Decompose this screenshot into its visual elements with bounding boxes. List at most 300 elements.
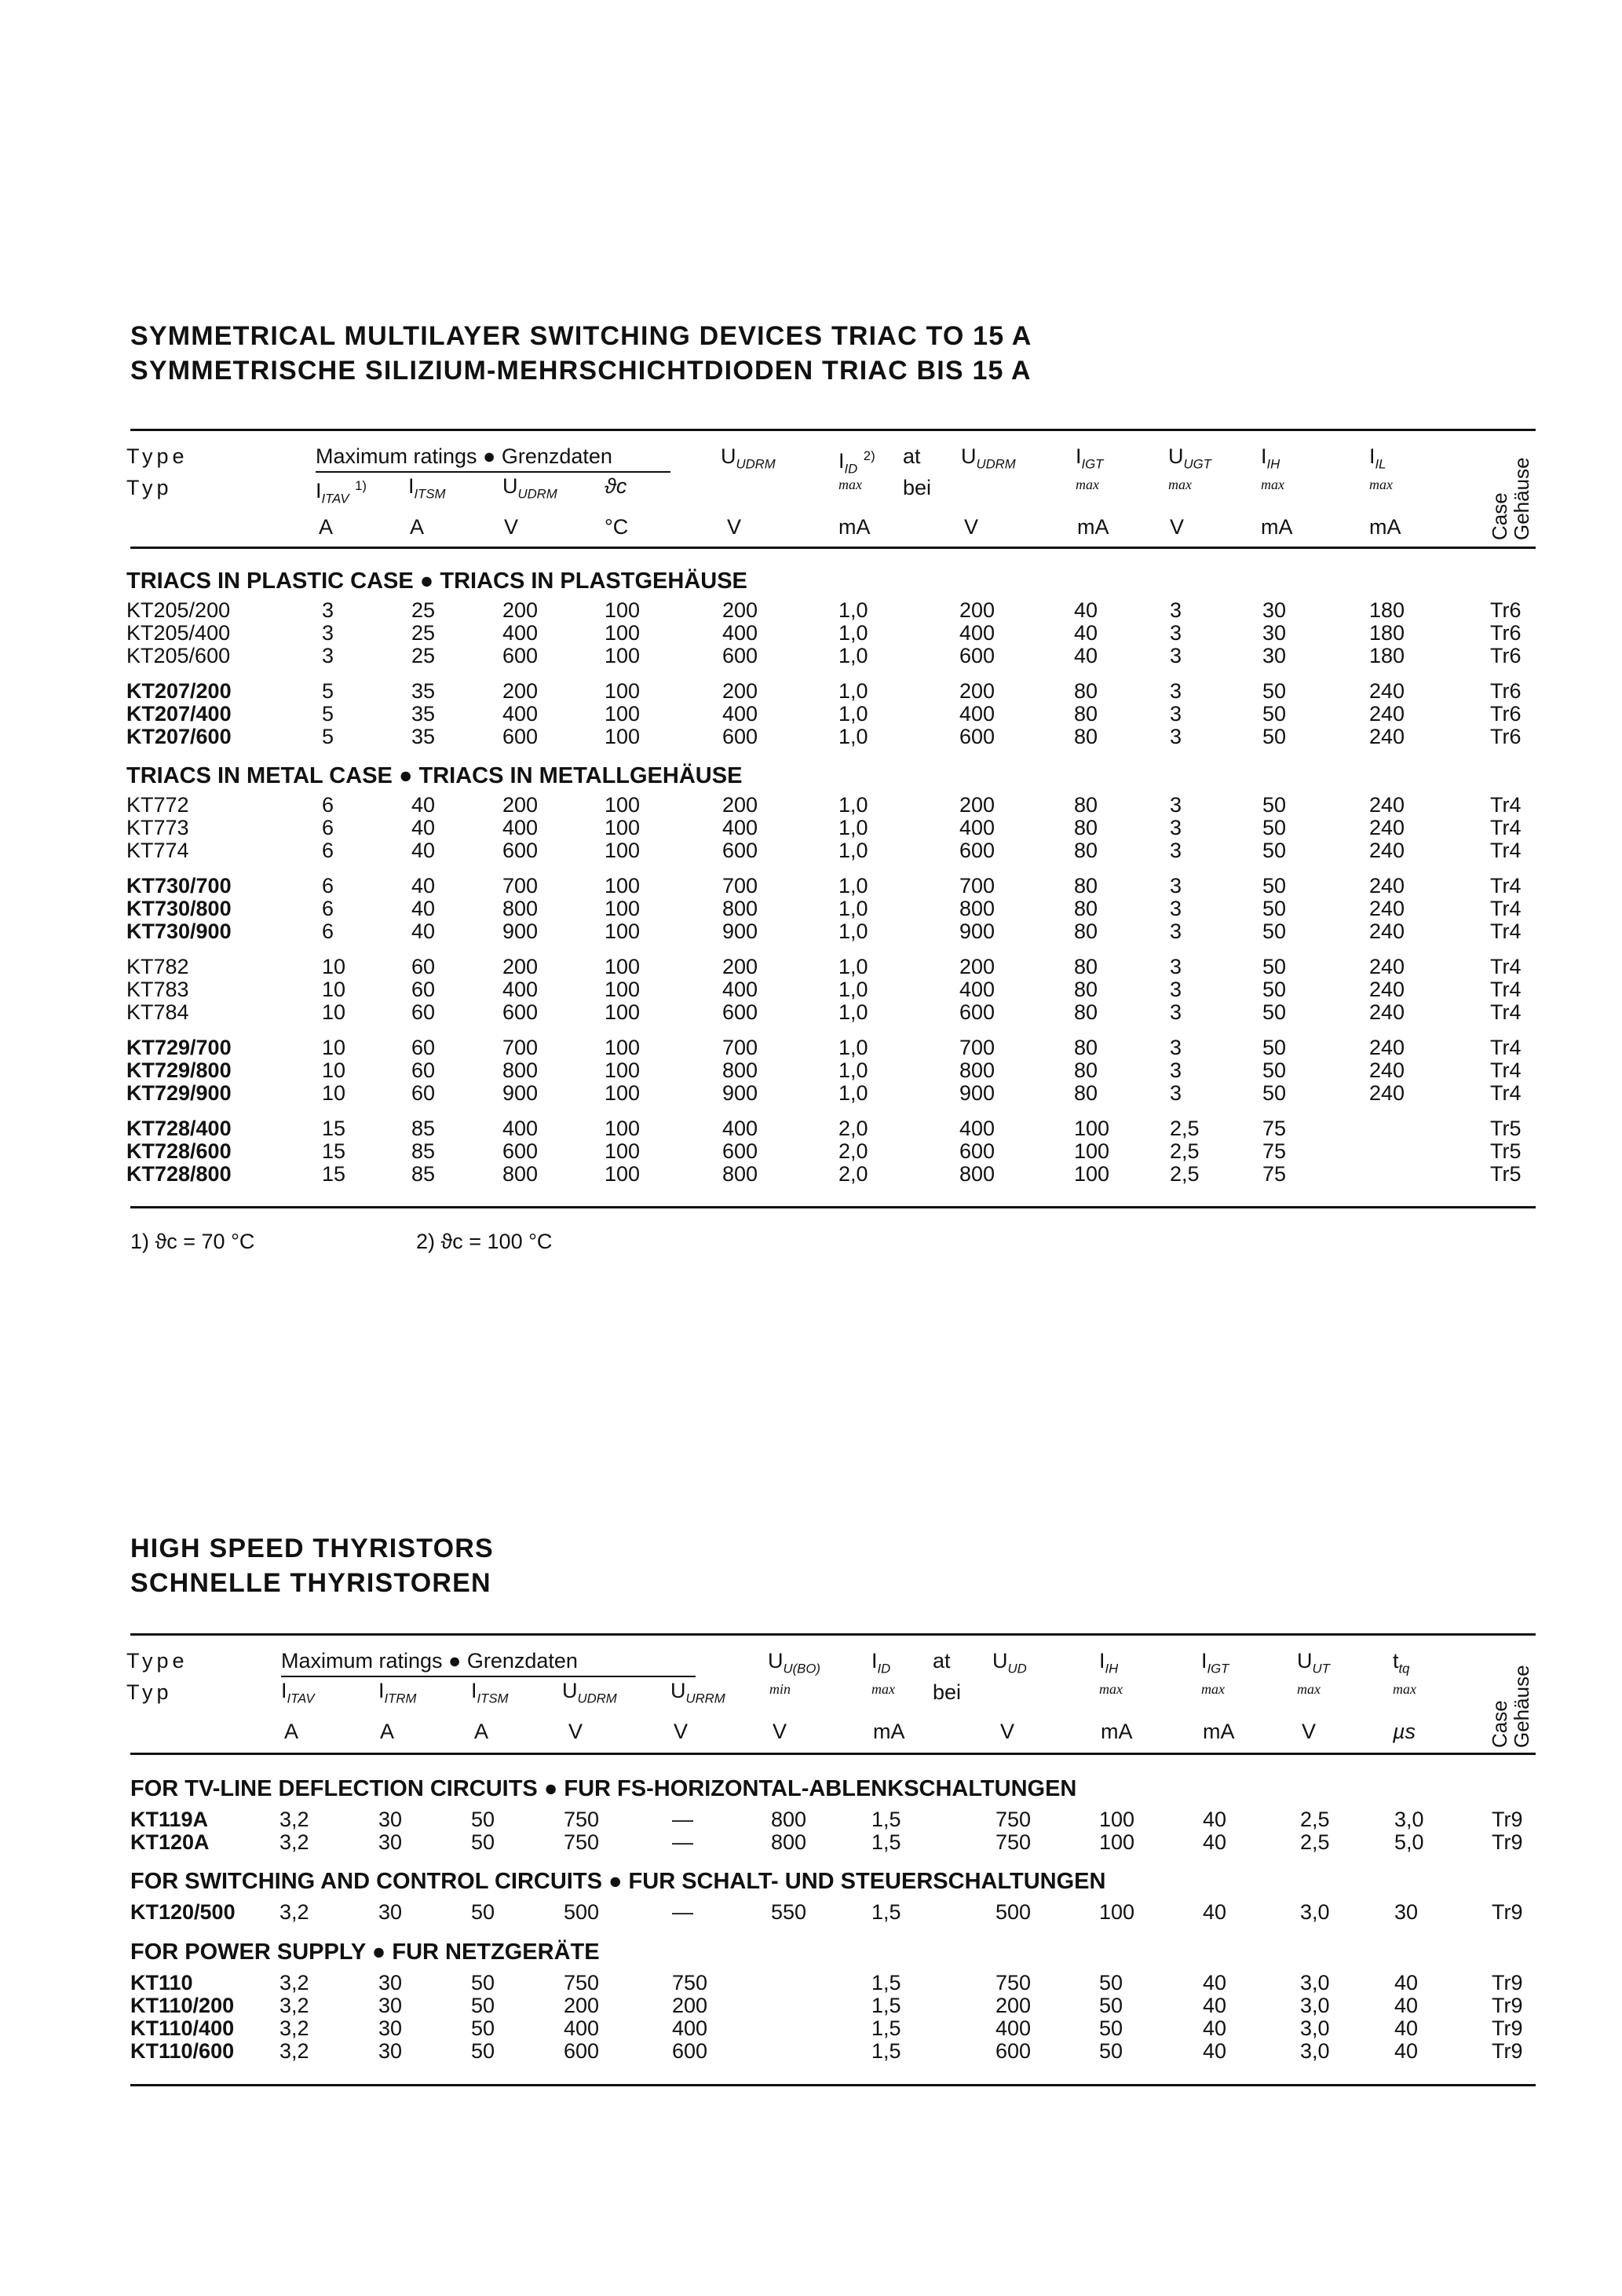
cell-tq: 40 <box>1394 2039 1419 2063</box>
cell-type: KT774 <box>126 839 189 862</box>
cell-ut: 3,0 <box>1300 1900 1330 1924</box>
cell-itsm: 40 <box>411 897 436 920</box>
cell-udrm2: 200 <box>722 955 758 978</box>
cell-id: 1,0 <box>838 874 868 898</box>
cell-itrm: 30 <box>378 2039 403 2063</box>
cell-id: 1,0 <box>838 793 868 817</box>
cell-ugt: 3 <box>1170 816 1182 839</box>
footnote-2: 2) ϑc = 100 °C <box>416 1230 553 1253</box>
cell-case: Tr4 <box>1490 1058 1522 1082</box>
cell-ugt: 3 <box>1170 621 1182 645</box>
cell-igt: 80 <box>1074 919 1098 943</box>
cell-tq: 30 <box>1394 1900 1419 1924</box>
cell-case: Tr9 <box>1492 1830 1523 1854</box>
cell-type: KT728/800 <box>126 1162 232 1186</box>
cell-theta: 100 <box>605 793 641 817</box>
cell-itsm: 50 <box>471 1900 495 1924</box>
itrm-header: $I_{ITRM}$ <box>378 1679 417 1706</box>
cell-ud: 750 <box>995 1971 1032 1994</box>
gehaeuse-header: Gehäuse <box>1510 457 1533 540</box>
cell-id: 2,0 <box>838 1117 868 1140</box>
cell-ih: 50 <box>1262 897 1287 920</box>
urrm-symbol: URRM <box>685 1691 725 1706</box>
typ-label-2: Typ <box>126 1680 173 1704</box>
unit2-ubo: V <box>773 1720 787 1743</box>
unit2-itrm: A <box>380 1720 395 1743</box>
cell-theta: 100 <box>605 725 641 748</box>
unit2-id: mA <box>873 1720 905 1743</box>
cell-il: 240 <box>1369 978 1405 1001</box>
cell-itav: 6 <box>322 816 334 839</box>
il-symbol: IL <box>1375 456 1386 472</box>
cell-il: 240 <box>1369 839 1405 862</box>
unit-igt: mA <box>1077 515 1109 539</box>
cell-theta: 100 <box>605 978 641 1001</box>
max-ratings-underline <box>316 471 670 473</box>
cell-ih: 50 <box>1262 816 1287 839</box>
typ-label: Typ <box>126 476 173 499</box>
cell-igt: 80 <box>1074 1036 1098 1059</box>
cell-ugt: 3 <box>1170 725 1182 748</box>
cell-ih: 50 <box>1262 1058 1287 1082</box>
cell-igt: 40 <box>1203 1994 1227 2017</box>
cell-type: KT110/600 <box>130 2039 235 2063</box>
cell-il: 240 <box>1369 725 1405 748</box>
cell-id: 1,0 <box>838 816 868 839</box>
cell-il: 240 <box>1369 816 1405 839</box>
cell-itsm: 60 <box>411 1081 436 1105</box>
unit-ih: mA <box>1261 515 1293 539</box>
igt-symbol-2: IGT <box>1207 1661 1229 1676</box>
udrm3-symbol: UDRM <box>976 456 1016 472</box>
cell-udrm3: 800 <box>959 897 995 920</box>
cell-udrm3: 400 <box>959 702 995 726</box>
cell-udrm: 800 <box>502 897 539 920</box>
tq-max: max <box>1393 1681 1416 1697</box>
cell-urrm: 400 <box>672 2016 708 2040</box>
cell-ih: 30 <box>1262 598 1287 622</box>
cell-il: 240 <box>1369 874 1405 898</box>
cell-type: KT783 <box>126 978 189 1001</box>
unit2-udrm: V <box>568 1720 583 1743</box>
cell-itsm: 35 <box>411 679 436 703</box>
cell-ih: 50 <box>1099 2016 1123 2040</box>
cell-igt: 80 <box>1074 793 1098 817</box>
cell-ugt: 3 <box>1170 1000 1182 1024</box>
cell-type: KT782 <box>126 955 189 978</box>
urrm-header: $U_{URRM}$ <box>670 1679 725 1706</box>
cell-case: Tr5 <box>1490 1139 1522 1163</box>
cell-il: 240 <box>1369 1000 1405 1024</box>
cell-id: 1,0 <box>838 1058 868 1082</box>
cell-type: KT207/200 <box>126 679 232 703</box>
cell-il: 240 <box>1369 955 1405 978</box>
cell-theta: 100 <box>605 919 641 943</box>
cell-igt: 40 <box>1074 598 1098 622</box>
cell-id: 1,5 <box>871 1808 901 1831</box>
cell-ud: 750 <box>995 1830 1032 1854</box>
cell-ih: 50 <box>1262 1081 1287 1105</box>
cell-itav: 6 <box>322 919 334 943</box>
max-ratings-underline-2 <box>281 1676 696 1677</box>
cell-il: 240 <box>1369 1058 1405 1082</box>
cell-type: KT728/400 <box>126 1117 232 1140</box>
cell-udrm3: 600 <box>959 1139 995 1163</box>
cell-id: 2,0 <box>838 1139 868 1163</box>
unit-ugt: V <box>1170 515 1185 539</box>
igt-symbol: IGT <box>1081 456 1104 472</box>
bei-label: bei <box>903 476 932 499</box>
cell-itav: 15 <box>322 1117 346 1140</box>
cell-udrm: 800 <box>502 1162 539 1186</box>
cell-itsm: 50 <box>471 1994 495 2017</box>
cell-ugt: 3 <box>1170 897 1182 920</box>
cell-ud: 400 <box>995 2016 1032 2040</box>
cell-il: 240 <box>1369 897 1405 920</box>
cell-udrm2: 400 <box>722 621 758 645</box>
cell-id: 1,5 <box>871 1830 901 1854</box>
cell-il: 240 <box>1369 679 1405 703</box>
cell-id: 1,5 <box>871 2016 901 2040</box>
cell-ud: 750 <box>995 1808 1032 1831</box>
cell-igt: 80 <box>1074 816 1098 839</box>
section-label: FOR TV-LINE DEFLECTION CIRCUITS ● FUR FS-HORIZONTAL-ABLENKSCHALTUNGEN <box>130 1776 1077 1801</box>
cell-ubo: 800 <box>771 1830 807 1854</box>
cell-itav: 3,2 <box>279 1994 309 2017</box>
cell-udrm3: 400 <box>959 978 995 1001</box>
cell-itav: 10 <box>322 1000 346 1024</box>
cell-udrm2: 800 <box>722 1058 758 1082</box>
cell-theta: 100 <box>605 1081 641 1105</box>
cell-itsm: 35 <box>411 725 436 748</box>
cell-itsm: 85 <box>411 1162 436 1186</box>
cell-case: Tr9 <box>1492 2016 1523 2040</box>
cell-ut: 3,0 <box>1300 2016 1330 2040</box>
cell-itav: 5 <box>322 725 334 748</box>
thyristor-header-rule <box>130 1753 1536 1755</box>
cell-id: 1,0 <box>838 978 868 1001</box>
cell-id: 1,0 <box>838 679 868 703</box>
cell-case: Tr4 <box>1490 839 1522 862</box>
cell-case: Tr9 <box>1492 1900 1523 1924</box>
cell-igt: 100 <box>1074 1117 1110 1140</box>
ih-symbol: IH <box>1266 456 1280 472</box>
cell-theta: 100 <box>605 621 641 645</box>
cell-ugt: 3 <box>1170 679 1182 703</box>
cell-igt: 80 <box>1074 679 1098 703</box>
id-header-2: $I_{ID}$ <box>871 1649 891 1676</box>
cell-case: Tr9 <box>1492 1971 1523 1994</box>
cell-udrm: 600 <box>502 839 539 862</box>
cell-case: Tr4 <box>1490 955 1522 978</box>
cell-type: KT110 <box>130 1971 193 1994</box>
cell-itav: 6 <box>322 874 334 898</box>
cell-udrm: 750 <box>564 1830 600 1854</box>
cell-igt: 80 <box>1074 955 1098 978</box>
cell-ih: 50 <box>1262 978 1287 1001</box>
id-header: $I_{ID}$ $^{2)}$ <box>838 448 875 477</box>
cell-il: 180 <box>1369 621 1405 645</box>
triac-title-en: SYMMETRICAL MULTILAYER SWITCHING DEVICES TRIAC TO 15 A <box>130 321 1032 351</box>
footnote-1: 1) ϑc = 70 °C <box>130 1230 255 1253</box>
cell-ih: 50 <box>1099 1971 1123 1994</box>
cell-udrm2: 800 <box>722 1162 758 1186</box>
type-label: Type <box>126 444 188 468</box>
cell-ugt: 3 <box>1170 978 1182 1001</box>
unit-udrm2: V <box>727 515 742 539</box>
id-symbol: ID <box>844 461 858 477</box>
cell-tq: 3,0 <box>1394 1808 1424 1831</box>
cell-igt: 80 <box>1074 839 1098 862</box>
cell-theta: 100 <box>605 1058 641 1082</box>
cell-type: KT207/600 <box>126 725 232 748</box>
cell-itav: 3 <box>322 598 334 622</box>
cell-id: 2,0 <box>838 1162 868 1186</box>
cell-udrm2: 400 <box>722 1117 758 1140</box>
cell-udrm3: 600 <box>959 644 995 667</box>
max-ratings-label: Maximum ratings ● Grenzdaten <box>316 444 612 468</box>
cell-id: 1,5 <box>871 2039 901 2063</box>
cell-udrm2: 200 <box>722 679 758 703</box>
triac-header-rule <box>130 547 1536 549</box>
ut-symbol: UT <box>1312 1661 1330 1676</box>
cell-udrm2: 400 <box>722 978 758 1001</box>
cell-udrm3: 800 <box>959 1162 995 1186</box>
unit2-ut: V <box>1302 1720 1317 1743</box>
cell-igt: 40 <box>1203 1830 1227 1854</box>
cell-theta: 100 <box>605 1000 641 1024</box>
cell-udrm: 200 <box>502 955 539 978</box>
cell-igt: 40 <box>1203 1900 1227 1924</box>
cell-case: Tr4 <box>1490 874 1522 898</box>
cell-udrm: 600 <box>502 644 539 667</box>
cell-id: 1,0 <box>838 839 868 862</box>
cell-udrm3: 400 <box>959 816 995 839</box>
cell-theta: 100 <box>605 816 641 839</box>
cell-case: Tr4 <box>1490 919 1522 943</box>
cell-type: KT110/400 <box>130 2016 235 2040</box>
cell-itsm: 40 <box>411 793 436 817</box>
id-note: 2) <box>863 448 875 463</box>
cell-udrm3: 700 <box>959 1036 995 1059</box>
cell-igt: 100 <box>1074 1162 1110 1186</box>
cell-udrm3: 400 <box>959 621 995 645</box>
cell-itsm: 60 <box>411 1058 436 1082</box>
id-symbol-2: ID <box>877 1661 891 1676</box>
cell-udrm3: 200 <box>959 955 995 978</box>
cell-udrm3: 600 <box>959 1000 995 1024</box>
itrm-symbol: ITRM <box>384 1691 417 1706</box>
cell-itav: 3,2 <box>279 2039 309 2063</box>
cell-ud: 600 <box>995 2039 1032 2063</box>
cell-id: 1,0 <box>838 955 868 978</box>
cell-itav: 3 <box>322 644 334 667</box>
cell-type: KT205/400 <box>126 621 231 645</box>
cell-id: 1,0 <box>838 919 868 943</box>
ud-header: $U_{UD}$ <box>992 1649 1027 1676</box>
cell-ugt: 3 <box>1170 598 1182 622</box>
cell-case: Tr9 <box>1492 1808 1523 1831</box>
cell-itrm: 30 <box>378 1900 403 1924</box>
cell-id: 1,5 <box>871 1971 901 1994</box>
cell-udrm: 200 <box>502 679 539 703</box>
cell-ugt: 3 <box>1170 955 1182 978</box>
at-label: at <box>903 444 921 468</box>
cell-id: 1,5 <box>871 1900 901 1924</box>
cell-itsm: 40 <box>411 839 436 862</box>
cell-type: KT207/400 <box>126 702 232 726</box>
cell-udrm: 500 <box>564 1900 600 1924</box>
cell-itsm: 25 <box>411 598 436 622</box>
udrm2-symbol: UDRM <box>736 456 776 472</box>
cell-il: 240 <box>1369 702 1405 726</box>
cell-udrm: 400 <box>502 702 539 726</box>
cell-case: Tr5 <box>1490 1162 1522 1186</box>
cell-udrm3: 900 <box>959 1081 995 1105</box>
cell-type: KT205/200 <box>126 598 231 622</box>
cell-udrm3: 200 <box>959 598 995 622</box>
cell-igt: 40 <box>1203 1971 1227 1994</box>
cell-udrm: 400 <box>564 2016 600 2040</box>
tq-symbol: tq <box>1398 1661 1410 1676</box>
itsm-header-2: $I_{ITSM}$ <box>471 1679 509 1706</box>
cell-itrm: 30 <box>378 1830 403 1854</box>
cell-ut: 3,0 <box>1300 1994 1330 2017</box>
cell-il: 180 <box>1369 644 1405 667</box>
cell-itsm: 85 <box>411 1117 436 1140</box>
il-max: max <box>1369 477 1393 492</box>
igt-header: $I_{IGT}$ <box>1076 444 1104 472</box>
tq-header: $t_{tq}$ <box>1393 1649 1410 1676</box>
cell-type: KT205/600 <box>126 644 231 667</box>
cell-udrm: 700 <box>502 874 539 898</box>
udrm-header-2: $U_{UDRM}$ <box>562 1679 617 1706</box>
ubo-symbol: U(BO) <box>783 1661 820 1676</box>
cell-case: Tr4 <box>1490 1036 1522 1059</box>
cell-type: KT729/900 <box>126 1081 232 1105</box>
cell-itav: 10 <box>322 978 346 1001</box>
cell-id: 1,0 <box>838 644 868 667</box>
cell-igt: 80 <box>1074 702 1098 726</box>
il-header: $I_{IL}$ <box>1369 444 1386 472</box>
cell-itav: 15 <box>322 1139 346 1163</box>
cell-case: Tr9 <box>1492 2039 1523 2063</box>
cell-ugt: 3 <box>1170 1081 1182 1105</box>
cell-udrm2: 600 <box>722 839 758 862</box>
udrm3-header: $U_{UDRM}$ <box>961 444 1016 472</box>
cell-udrm: 200 <box>564 1994 600 2017</box>
cell-igt: 80 <box>1074 1058 1098 1082</box>
cell-udrm3: 200 <box>959 679 995 703</box>
triac-table-top-rule <box>130 429 1536 431</box>
cell-id: 1,0 <box>838 1036 868 1059</box>
cell-type: KT730/900 <box>126 919 232 943</box>
cell-udrm: 400 <box>502 621 539 645</box>
cell-itav: 10 <box>322 1081 346 1105</box>
udrm-symbol: UDRM <box>517 486 557 502</box>
cell-type: KT729/800 <box>126 1058 232 1082</box>
cell-udrm: 600 <box>564 2039 600 2063</box>
unit-theta: °C <box>605 515 629 539</box>
cell-ih: 100 <box>1099 1900 1135 1924</box>
unit2-urrm: V <box>674 1720 689 1743</box>
cell-udrm: 800 <box>502 1058 539 1082</box>
cell-itsm: 35 <box>411 702 436 726</box>
cell-urrm: — <box>672 1900 693 1924</box>
cell-id: 1,5 <box>871 1994 901 2017</box>
type-label-2: Type <box>126 1649 188 1673</box>
itav-header: $I_{ITAV}$ $^{1)}$ <box>316 478 367 506</box>
cell-itav: 6 <box>322 897 334 920</box>
cell-type: KT730/700 <box>126 874 232 898</box>
cell-udrm: 700 <box>502 1036 539 1059</box>
cell-case: Tr4 <box>1490 897 1522 920</box>
cell-igt: 100 <box>1074 1139 1110 1163</box>
cell-udrm: 400 <box>502 978 539 1001</box>
cell-ih: 75 <box>1262 1117 1287 1140</box>
theta-header: ϑc <box>605 474 627 498</box>
unit-il: mA <box>1369 515 1401 539</box>
cell-theta: 100 <box>605 897 641 920</box>
cell-itav: 10 <box>322 1058 346 1082</box>
cell-tq: 5,0 <box>1394 1830 1424 1854</box>
cell-udrm2: 600 <box>722 725 758 748</box>
cell-udrm2: 600 <box>722 1139 758 1163</box>
thyristor-title-en: HIGH SPEED THYRISTORS <box>130 1534 494 1563</box>
cell-itav: 6 <box>322 793 334 817</box>
cell-igt: 80 <box>1074 1081 1098 1105</box>
cell-theta: 100 <box>605 644 641 667</box>
cell-itsm: 85 <box>411 1139 436 1163</box>
cell-theta: 100 <box>605 1162 641 1186</box>
cell-udrm2: 400 <box>722 816 758 839</box>
cell-case: Tr6 <box>1490 644 1522 667</box>
cell-itsm: 25 <box>411 621 436 645</box>
cell-igt: 40 <box>1203 2039 1227 2063</box>
cell-udrm3: 200 <box>959 793 995 817</box>
cell-udrm3: 800 <box>959 1058 995 1082</box>
cell-ih: 50 <box>1099 1994 1123 2017</box>
cell-id: 1,0 <box>838 725 868 748</box>
cell-udrm2: 900 <box>722 1081 758 1105</box>
section-label: FOR POWER SUPPLY ● FUR NETZGERÄTE <box>130 1940 600 1965</box>
cell-il: 180 <box>1369 598 1405 622</box>
cell-case: Tr6 <box>1490 679 1522 703</box>
cell-case: Tr4 <box>1490 1000 1522 1024</box>
cell-udrm: 900 <box>502 1081 539 1105</box>
cell-igt: 40 <box>1074 621 1098 645</box>
cell-id: 1,0 <box>838 621 868 645</box>
id-max: max <box>838 477 862 492</box>
unit2-igt: mA <box>1203 1720 1235 1743</box>
thyristor-title-de: SCHNELLE THYRISTOREN <box>130 1568 491 1598</box>
udrm-header: $U_{UDRM}$ <box>502 474 557 502</box>
case-header: Case <box>1488 492 1511 540</box>
cell-udrm2: 700 <box>722 1036 758 1059</box>
itsm-header: $I_{ITSM}$ <box>408 474 446 502</box>
cell-ugt: 2,5 <box>1170 1117 1200 1140</box>
cell-udrm: 400 <box>502 1117 539 1140</box>
unit-udrm3: V <box>964 515 979 539</box>
cell-theta: 100 <box>605 679 641 703</box>
cell-udrm3: 600 <box>959 725 995 748</box>
cell-udrm: 600 <box>502 1000 539 1024</box>
cell-ih: 30 <box>1262 644 1287 667</box>
cell-ugt: 3 <box>1170 874 1182 898</box>
cell-udrm: 750 <box>564 1808 600 1831</box>
cell-ugt: 3 <box>1170 1036 1182 1059</box>
max-ratings-label-2: Maximum ratings ● Grenzdaten <box>281 1649 578 1673</box>
